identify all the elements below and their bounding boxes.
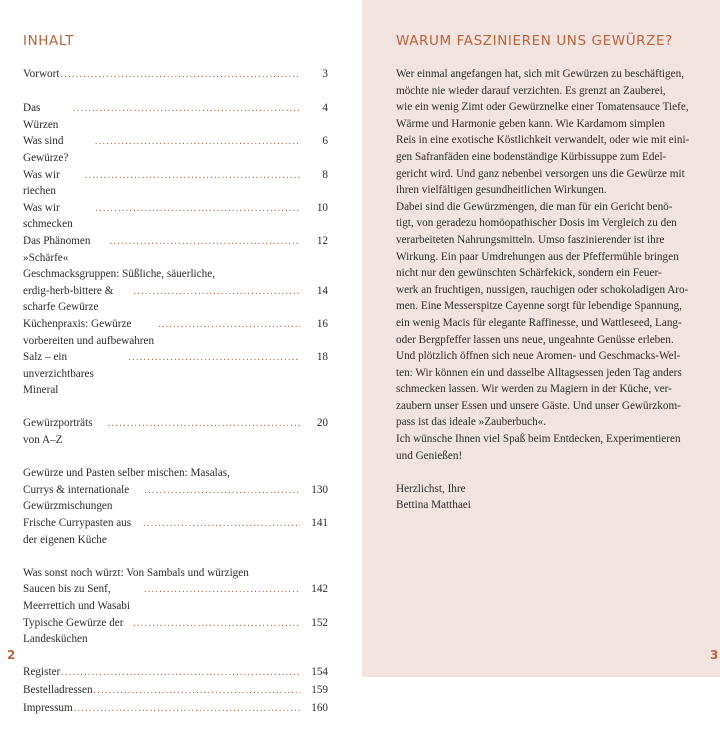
intro-heading: WARUM FASZINIEREN UNS GEWÜRZE? <box>396 33 673 49</box>
left-page <box>0 0 362 714</box>
toc-group <box>23 565 328 648</box>
intro-line: ihren vielfältigen gesundheitlichen Wirkungen. <box>396 184 607 197</box>
toc-dot-leader <box>95 201 300 218</box>
toc-heading: INHALT <box>23 33 74 49</box>
intro-line: gericht wird. Und ganz nebenbei versorgen uns die Gewürze mit <box>396 167 685 180</box>
table-of-contents <box>23 66 328 734</box>
toc-page-number: 20 <box>316 417 328 430</box>
toc-entry <box>23 283 328 316</box>
toc-entry <box>23 316 328 349</box>
toc-page-number: 16 <box>316 317 328 330</box>
toc-entry <box>23 66 328 84</box>
intro-line: möchte nie wieder darauf verzichten. Es grenzt an Zauberei, <box>396 84 666 97</box>
toc-entry-line <box>23 565 328 582</box>
paragraph-gap <box>396 464 702 481</box>
toc-group <box>23 66 328 84</box>
toc-entry-title: Gewürzporträts von A–Z <box>23 417 93 447</box>
intro-text <box>396 66 702 514</box>
toc-page-number: 6 <box>322 135 328 148</box>
toc-entry-title: Was sind Gewürze? <box>23 135 69 164</box>
intro-line: ten: Wir können ein und dasselbe Alltagsessen jeden Tag anders <box>396 366 682 379</box>
toc-entry <box>23 233 328 266</box>
toc-entry-title: Das Phänomen »Schärfe« <box>23 234 91 264</box>
toc-page-number: 8 <box>322 168 328 181</box>
toc-entry-title: Vorwort <box>23 68 60 80</box>
intro-paragraph <box>396 431 702 464</box>
toc-entry <box>23 133 328 166</box>
toc-entry-title: Geschmacksgruppen: Süßliche, säuerliche, <box>23 268 215 281</box>
intro-line: und Genießen! <box>396 449 463 462</box>
toc-entry <box>23 415 328 448</box>
intro-line: men. Eine Messerspitze Cayenne sorgt für lebendige Spannung, <box>396 300 682 313</box>
intro-paragraph <box>396 199 702 431</box>
intro-line: Und plötzlich öffnen sich neue Aromen- und Geschmacks-Wel- <box>396 350 681 363</box>
toc-entry-title: Currys & internationale Gewürzmischungen <box>23 483 130 513</box>
toc-dot-leader <box>85 168 300 185</box>
intro-paragraph <box>396 66 702 199</box>
toc-dot-leader <box>73 101 300 118</box>
intro-line: gen Safranfäden eine bodenständige Kürbissuppe zum Edel- <box>396 150 667 163</box>
toc-entry-title: Das Würzen <box>23 102 59 131</box>
intro-line: tigt, von geradezu homöopathischer Dosis im Vergleich zu den <box>396 217 677 230</box>
toc-page-number: 130 <box>311 483 328 496</box>
intro-line: Reis in eine exotische Köstlichkeit verwandelt, oder wie mit eini- <box>396 134 690 147</box>
toc-entry <box>23 664 328 682</box>
toc-entry-line <box>23 266 328 283</box>
toc-entry-title: Salz – ein unverzichtbares Mineral <box>23 351 94 397</box>
toc-dot-leader <box>110 234 300 251</box>
toc-dot-leader <box>144 582 300 599</box>
closing-line: Herzlichst, Ihre <box>396 482 466 495</box>
toc-entry <box>23 682 328 700</box>
toc-entry <box>23 100 328 133</box>
toc-dot-leader <box>133 616 300 633</box>
toc-entry-title: Was wir riechen <box>23 168 60 198</box>
intro-line: Wer einmal angefangen hat, sich mit Gewürzen zu beschäftigen, <box>396 68 684 80</box>
toc-page-number: 154 <box>311 666 328 679</box>
intro-line: zaubern unser Essen und unsere Gäste. Und unser Gewürzkom- <box>396 399 681 412</box>
page-number-left: 2 <box>7 648 16 662</box>
toc-entry <box>23 515 328 548</box>
toc-dot-leader <box>74 701 300 718</box>
toc-dot-leader <box>144 483 300 500</box>
intro-line: pass ist das ideale »Zauberbuch«. <box>396 416 547 429</box>
intro-line: Wirkung. Ein paar Umdrehungen aus der Pfeffermühle bringen <box>396 250 679 263</box>
toc-entry-title: Gewürze und Pasten selber mischen: Masalas, <box>23 467 230 480</box>
toc-entry-title: Was wir schmecken <box>23 201 73 231</box>
toc-dot-leader <box>128 350 300 367</box>
intro-line: nicht nur den gewünschten Schärfekick, sondern ein Feuer- <box>396 267 662 280</box>
intro-line: schmecken lassen. Wir werden zu Magiern in der Küche, ver- <box>396 383 672 396</box>
toc-entry-title: Frische Currypasten aus der eigenen Küche <box>23 517 132 546</box>
toc-entry-title: Impressum <box>23 701 73 714</box>
toc-page-number: 141 <box>311 517 328 530</box>
toc-page-number: 159 <box>311 683 328 696</box>
toc-page-number: 142 <box>311 583 328 596</box>
toc-entry <box>23 700 328 718</box>
toc-entry-title: Register <box>23 666 61 679</box>
toc-entry-title: Küchenpraxis: Gewürze vorbereiten und aufbewahren <box>23 317 155 347</box>
toc-dot-leader <box>133 284 300 301</box>
toc-page-number: 10 <box>316 201 328 214</box>
intro-line: Wärme und Harmonie geben kann. Wie Kardamom simplen <box>396 117 666 130</box>
toc-entry <box>23 349 328 399</box>
toc-dot-leader <box>94 683 300 700</box>
toc-entry <box>23 200 328 233</box>
toc-page-number: 160 <box>311 701 328 714</box>
toc-entry-title: Was sonst noch würzt: Von Sambals und würzigen <box>23 566 249 579</box>
toc-group <box>23 415 328 448</box>
toc-page-number: 12 <box>316 234 328 247</box>
toc-entry <box>23 615 328 648</box>
toc-entry <box>23 581 328 614</box>
toc-dot-leader <box>158 317 300 334</box>
toc-entry-title: Typische Gewürze der Landesküchen <box>23 616 124 646</box>
toc-dot-leader <box>143 516 300 533</box>
intro-line: verarbeiteten Nahrungsmitteln. Umso faszinierender ist ihre <box>396 233 665 246</box>
toc-group <box>23 465 328 548</box>
toc-page-number: 14 <box>316 284 328 297</box>
toc-entry-line <box>23 465 328 482</box>
toc-entry <box>23 167 328 200</box>
intro-line: wie ein wenig Zimt oder Gewürznelke einer Tomatensauce Tiefe, <box>396 101 689 114</box>
toc-entry-title: Bestelladressen <box>23 683 93 696</box>
toc-entry <box>23 482 328 515</box>
intro-line: werk an fruchtigen, nussigen, rauchigen oder schokoladigen Aro- <box>396 283 689 296</box>
toc-page-number: 18 <box>316 351 328 364</box>
intro-line: Dabei sind die Gewürzmengen, die man für ein Gericht benö- <box>396 200 673 213</box>
toc-entry-title: Saucen bis zu Senf, Meerrettich und Wasabi <box>23 583 131 612</box>
toc-dot-leader <box>60 67 300 84</box>
toc-dot-leader <box>95 134 300 151</box>
toc-dot-leader <box>61 665 300 682</box>
toc-dot-leader <box>108 416 300 433</box>
intro-line: Ich wünsche Ihnen viel Spaß beim Entdecken, Experimentieren <box>396 433 681 446</box>
signature: Bettina Matthaei <box>396 499 471 512</box>
toc-page-number: 4 <box>322 102 328 115</box>
intro-line: ein wenig Macis für elegante Raffinesse, und Wattleseed, Lang- <box>396 316 682 329</box>
toc-group <box>23 664 328 717</box>
toc-group <box>23 100 328 399</box>
page-number-right: 3 <box>710 648 719 662</box>
toc-entry-title: erdig-herb-bittere & scharfe Gewürze <box>23 284 114 314</box>
toc-page-number: 152 <box>311 616 328 629</box>
intro-line: oder Bergpfeffer lassen uns neue, ungeahnte Genüsse erleben. <box>396 333 674 346</box>
toc-page-number: 3 <box>322 68 328 80</box>
